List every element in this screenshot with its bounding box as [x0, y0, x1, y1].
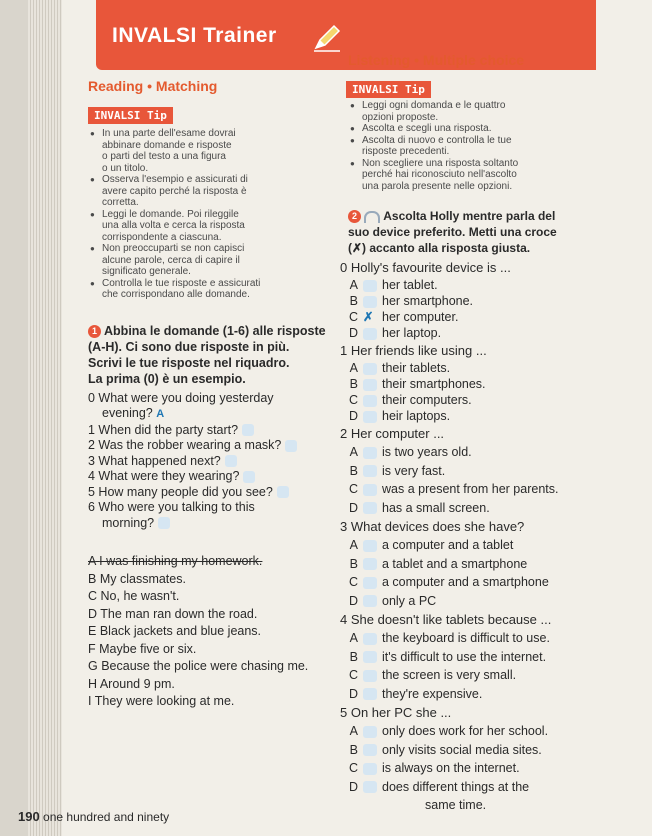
choice-box[interactable] — [363, 379, 377, 391]
listening-tip-header — [330, 80, 630, 98]
instruction-line: Scrivi le tue risposte nel riquadro. — [88, 355, 290, 370]
tip-line: perché hai riconosciuto nell'ascolto — [362, 169, 517, 180]
listening-instructions — [330, 208, 630, 256]
choice-box[interactable] — [363, 411, 377, 423]
tip-line: ● Non preoccuparti se non capisci — [88, 243, 338, 255]
instruction-line: Abbina le domande (1-6) alle risposte — [104, 323, 326, 338]
example-question: 0 Holly's favourite device is ... — [340, 260, 511, 275]
choice-box[interactable] — [363, 447, 377, 459]
choice-box[interactable] — [363, 540, 377, 552]
question-6-cont: morning? — [102, 515, 155, 530]
choice-box[interactable] — [363, 763, 377, 775]
choice-box[interactable] — [363, 363, 377, 375]
cross-mark: ✗ — [363, 310, 374, 324]
instruction-line: (A-H). Ci sono due risposte in più. — [88, 339, 290, 354]
tip-line: ● Leggi ogni domanda e le quattro — [348, 100, 630, 112]
answer-option: G Because the police were chasing me. — [88, 659, 309, 673]
reading-tip-badge: INVALSI Tip — [88, 107, 173, 124]
page-stack-edge — [28, 0, 62, 836]
choice-box[interactable] — [363, 595, 377, 607]
tip-line: alcune parole, cerca di capire il — [102, 254, 240, 266]
choice-box[interactable] — [363, 395, 377, 407]
question-4: 4 She doesn't like tablets because ... — [340, 612, 552, 627]
question-2: 2 Was the robber wearing a mask? — [88, 438, 282, 452]
tip-line: ● Ascolta e scegli una risposta. — [348, 123, 630, 135]
choice-box[interactable] — [363, 484, 377, 496]
choice-box[interactable] — [363, 651, 377, 663]
answer-option: I They were looking at me. — [88, 694, 235, 708]
reading-questions — [88, 391, 338, 532]
page-number: 190 — [18, 809, 40, 824]
tip-line: una parola presente nelle opzioni. — [362, 180, 513, 192]
answer-option: F Maybe five or six. — [88, 641, 197, 656]
question-1: 1 Her friends like using ... — [340, 343, 487, 358]
tip-line: che corrispondano alle domande. — [102, 289, 250, 300]
listening-column — [330, 52, 630, 815]
tip-line: o parti del testo a una figura — [102, 151, 226, 162]
tip-line: significato generale. — [102, 266, 191, 277]
instruction-line: La prima (0) è un esempio. — [88, 371, 246, 386]
reading-answers — [88, 553, 338, 711]
page-footer — [18, 809, 169, 824]
question-5: 5 How many people did you see? — [88, 484, 273, 499]
tip-line: risposte precedenti. — [362, 146, 450, 157]
reading-tips — [88, 128, 338, 301]
answer-option: C No, he wasn't. — [88, 589, 180, 603]
answer-box-5[interactable] — [277, 486, 289, 498]
choice-box[interactable] — [363, 744, 377, 756]
tip-line: opzioni proposte. — [362, 111, 439, 123]
reading-column — [88, 78, 338, 711]
answer-option: B My classmates. — [88, 571, 186, 586]
answer-option: H Around 9 pm. — [88, 676, 175, 691]
choice-box[interactable] — [363, 465, 377, 477]
choice-box[interactable] — [363, 280, 377, 292]
choice-box[interactable] — [363, 726, 377, 738]
question-6: 6 Who were you talking to this — [88, 500, 255, 514]
tip-line: ● Osserva l'esempio e assicurati di — [88, 174, 338, 186]
pencil-icon — [312, 24, 342, 52]
listening-tips — [330, 100, 630, 192]
reading-section-title: Reading • Matching — [88, 78, 218, 94]
question-5: 5 On her PC she ... — [340, 705, 452, 720]
banner-title: INVALSI Trainer — [112, 24, 277, 47]
question-1: 1 When did the party start? — [88, 422, 239, 437]
example-question-cont: evening? — [102, 406, 153, 420]
choice-box[interactable] — [363, 688, 377, 700]
reading-instructions — [88, 323, 338, 387]
tip-line: ● In una parte dell'esame dovrai — [88, 128, 338, 140]
choice-box[interactable] — [363, 296, 377, 308]
listening-questions: 0 Holly's favourite device is ... A her tablet. B her smartphone. C ✗ her computer. D her laptop. 1 Her friends like using ... A their tablets. B their smartphones. C their computers. D heir laptops. 2 Her computer ... A is two years old. B is very fast. C was a present from her parents. D has a small screen. 3 What devices does she have? A a computer and a tablet B a tablet and a smartphone C a computer and a smartphone D only a PC 4 She doesn't like tablets because ... A the keyboard is difficult to use. B it's difficult to use the internet. C the screen is very small. D they're expensive. 5 On her PC she ... A only does work for her school. B only visits social media sites. C is always on the internet. D does different things at the same time. — [330, 258, 630, 815]
tip-line: una alla volta e cerca la risposta — [102, 220, 245, 231]
choice-box[interactable] — [363, 502, 377, 514]
answer-box-1[interactable] — [242, 424, 254, 436]
answer-option: A I was finishing my homework. — [88, 554, 263, 568]
choice-box[interactable] — [363, 328, 377, 340]
tip-line: corrispondente a ciascuna. — [102, 231, 222, 243]
example-answer: A — [156, 408, 165, 420]
option-continuation: same time. — [425, 798, 487, 812]
answer-option: E Black jackets and blue jeans. — [88, 624, 262, 638]
tip-line: ● Ascolta di nuovo e controlla le tue — [348, 135, 630, 147]
question-4: 4 What were they wearing? — [88, 469, 240, 483]
tip-line: avere capito perché la risposta è — [102, 185, 247, 197]
choice-box[interactable] — [363, 633, 377, 645]
example-question: 0 What were you doing yesterday — [88, 390, 274, 405]
tip-line: o un titolo. — [102, 162, 149, 174]
choice-box[interactable] — [363, 558, 377, 570]
page-number-words: one hundred and ninety — [43, 810, 170, 824]
tip-line: ● Controlla le tue risposte e assicurati — [88, 278, 338, 290]
question-3: 3 What devices does she have? — [340, 519, 525, 534]
listening-section-title: Listening • Multiple choice — [348, 52, 525, 68]
exercise-number-badge: 1 — [88, 325, 101, 338]
answer-box-3[interactable] — [225, 455, 237, 467]
instruction-line: (✗) accanto alla risposta giusta. — [348, 241, 531, 255]
instruction-line: suo device preferito. Metti una croce — [348, 225, 557, 239]
tip-line: abbinare domande e risposte — [102, 139, 232, 151]
answer-box-2[interactable] — [285, 440, 297, 452]
exercise-number-badge: 2 — [348, 210, 361, 223]
tip-line: ● Non scegliere una risposta soltanto — [348, 158, 630, 170]
question-3: 3 What happened next? — [88, 453, 221, 468]
listening-tip-badge: INVALSI Tip — [346, 81, 431, 98]
choice-box[interactable] — [363, 577, 377, 589]
choice-box[interactable] — [363, 781, 377, 793]
answer-option: D The man ran down the road. — [88, 606, 258, 621]
answer-box-4[interactable] — [243, 471, 255, 483]
instruction-line: Ascolta Holly mentre parla del — [383, 209, 556, 223]
tip-line: corretta. — [102, 197, 139, 208]
reading-tip-header — [88, 106, 338, 124]
choice-box[interactable] — [363, 670, 377, 682]
headphones-icon — [364, 211, 380, 223]
tip-line: ● Leggi le domande. Poi rileggile — [88, 209, 338, 221]
answer-box-6[interactable] — [158, 517, 170, 529]
question-2: 2 Her computer ... — [340, 426, 445, 441]
